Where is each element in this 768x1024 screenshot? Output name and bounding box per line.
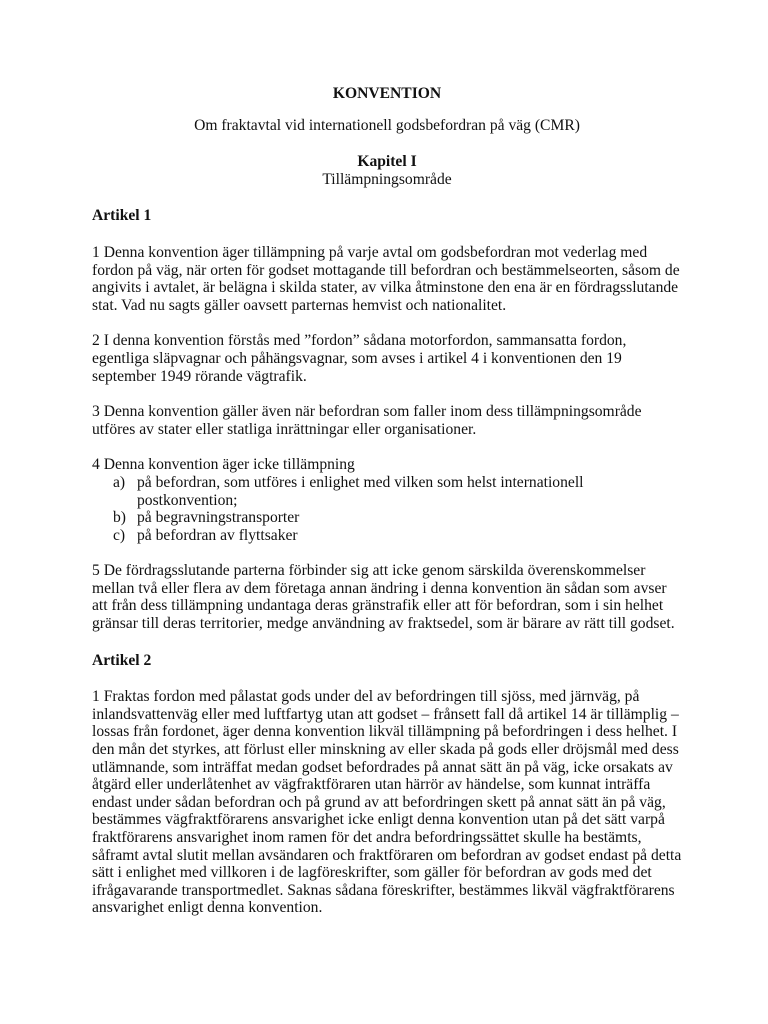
list-marker: b) (113, 509, 126, 527)
list-item (92, 509, 682, 527)
list-item-text: på begravningstransporter (137, 509, 300, 527)
article-1-paragraph-1: 1 Denna konvention äger tillämpning på varje avtal om godsbefordran mot vederlag med fordon på väg, när orten för godset mottagande till befordran och bestämmelseorten, såsom de angivits i avtalet, är belägna i skilda stater, av vilka åtminstone den ena är en fördragsslutande stat. Vad nu sagts gäller oavsett parternas hemvist och nationalitet. (92, 243, 680, 314)
list-item-text: på befordran av flyttsaker (137, 526, 298, 544)
exclusion-list (92, 474, 682, 544)
article-1-paragraph-2: 2 I denna konvention förstås med ”fordon” sådana motorfordon, sammansatta fordon, egentliga släpvagnar och påhängsvagnar, som avses i artikel 4 i konventionen den 19 september 1949 rörande vägtrafik. (92, 332, 627, 385)
chapter-title: Kapitel I (357, 153, 417, 171)
article-1-paragraph-5: 5 De fördragsslutande parterna förbinder sig att icke genom särskilda överenskommelser mellan två eller flera av dem företaga annan ändring i denna konvention än sådan som avser att från dess tillämpning undantaga deras gränstrafik eller att för befordran, som i sin helhet gränsar till deras territorier, medge användning av fraktsedel, som är bärare av rätt till godset. (92, 562, 675, 633)
article-heading: Artikel 1 (92, 207, 152, 225)
document-title: KONVENTION (332, 85, 442, 102)
article-1-paragraph-4-intro: 4 Denna konvention äger icke tillämpning (92, 456, 355, 474)
article-2-paragraph-1: 1 Fraktas fordon med pålastat gods under del av befordringen till sjöss, med järnväg, på inlandsvattenväg eller med luftfartyg utan att godset – frånsett fall då artikel 14 är tillämplig – lossas från fordonet, äger denna konvention likväl tillämpning på befordringen i dess helhet. I den mån det styrkes, att förlust eller minskning av eller skada på gods eller dröjsmål med dess utlämnande, som inträffat medan godset befordrades på annat sätt än på väg, icke orsakats av åtgärd eller underlåtenhet av vägfraktföraren utan härrör av händelse, som kunnat inträffa endast under sådan befordran och på grund av att befordringen skett på annat sätt än på väg, bestämmes vägfraktförarens ansvarighet icke enligt denna konvention utan på det sätt varpå fraktförarens ansvarighet inom ramen för det andra befordringssättet skulle ha bestämts, såframt avtal slutit mellan avsändaren och fraktföraren om befordran av godset endast på detta sätt i enlighet med villkoren i de lagföreskrifter, som gäller för befordran av gods med det ifrågavarande transportmedlet. Saknas sådana föreskrifter, bestämmes likväl vägfraktförarens ansvarighet enligt denna konvention. (92, 688, 682, 917)
list-item-text: på befordran, som utföres i enlighet med vilken som helst internationell postkonvention; (137, 473, 584, 509)
article-1 (92, 207, 682, 632)
list-marker: c) (113, 526, 126, 544)
list-marker: a) (113, 473, 126, 491)
document-subtitle: Om fraktavtal vid internationell godsbefordran på väg (CMR) (194, 116, 580, 134)
article-1-paragraph-3: 3 Denna konvention gäller även när befordran som faller inom dess tillämpningsområde utföres av stater eller statliga inrättningar eller organisationer. (92, 403, 642, 438)
list-item (92, 527, 682, 545)
article-2 (92, 652, 682, 917)
article-heading: Artikel 2 (92, 651, 152, 669)
list-item (92, 474, 682, 509)
chapter-subtitle: Tillämpningsområde (322, 170, 452, 188)
